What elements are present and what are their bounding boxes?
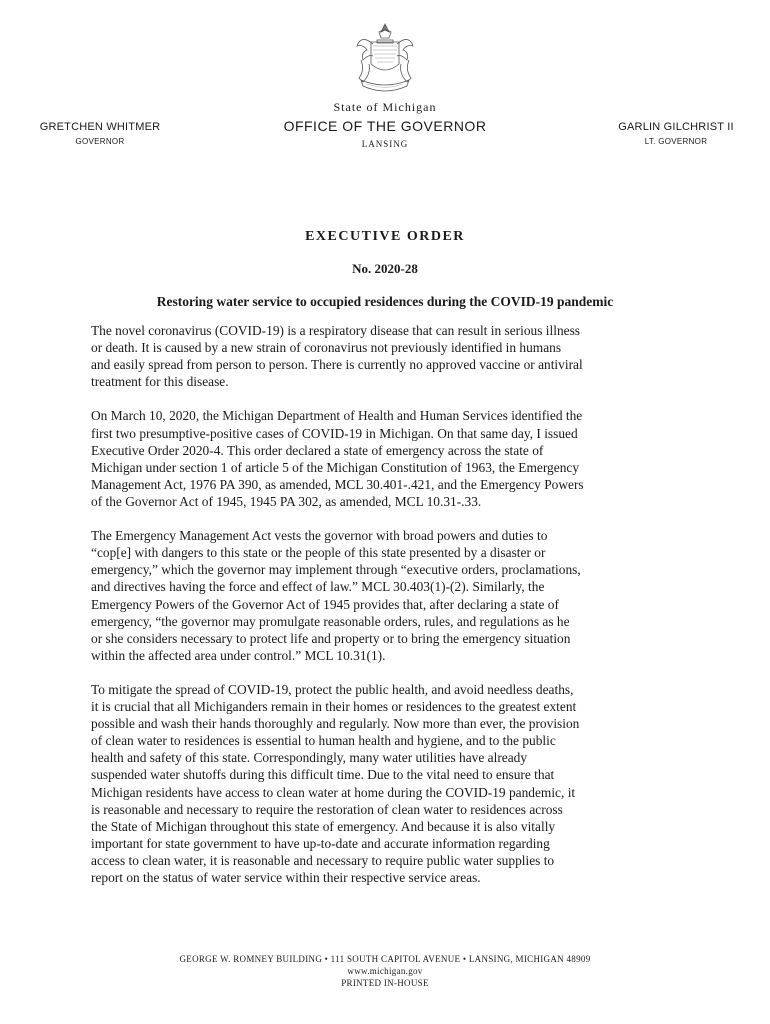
text-line: the State of Michigan throughout this state of emergency. And because it is also vitally — [91, 818, 556, 834]
text-line: emergency,” which the governor may implement through “executive orders, proclamations, — [91, 562, 581, 578]
text-line: To mitigate the spread of COVID-19, protect the public health, and avoid needless deaths, — [91, 681, 574, 697]
text-line: access to clean water, it is reasonable and necessary to require public water supplies to — [91, 852, 555, 868]
text-line: emergency, “the governor may promulgate reasonable orders, rules, and regulations as he — [91, 613, 570, 629]
text-line: within the affected area under control.” MCL 10.31(1). — [91, 647, 386, 663]
paragraph — [91, 527, 687, 664]
footer-address: GEORGE W. ROMNEY BUILDING • 111 SOUTH CAPITOL AVENUE • LANSING, MICHIGAN 48909 — [179, 954, 591, 964]
governor-name: GRETCHEN WHITMER — [39, 121, 161, 133]
text-line: important for state government to have up-to-date and accurate information regarding — [91, 835, 550, 851]
text-line: Emergency Powers of the Governor Act of 1945 provides that, after declaring a state of — [91, 596, 559, 612]
paragraph — [91, 322, 687, 390]
text-line: treatment for this disease. — [91, 374, 229, 390]
office-name: OFFICE OF THE GOVERNOR — [283, 118, 487, 134]
text-line: Michigan residents have access to clean water at home during the COVID-19 pandemic, it — [91, 784, 576, 800]
text-line: first two presumptive-positive cases of COVID-19 in Michigan. On that same day, I issued — [91, 425, 578, 441]
text-line: or death. It is caused by a new strain of coronavirus not previously identified in humans — [91, 340, 562, 356]
document-title: EXECUTIVE ORDER — [305, 229, 465, 244]
text-line: Executive Order 2020-4. This order declared a state of emergency across the state of — [91, 442, 544, 458]
order-number: No. 2020-28 — [352, 261, 418, 276]
footer — [0, 953, 770, 989]
text-line: Michigan under section 1 of article 5 of the Michigan Constitution of 1963, the Emergency — [91, 459, 580, 475]
paragraph — [91, 407, 687, 510]
michigan-seal-icon — [351, 20, 419, 98]
footer-website[interactable]: www.michigan.gov — [347, 966, 423, 976]
text-line: of clean water to residences is essential to human health and hygiene, and to the public — [91, 733, 556, 749]
text-line: possible and wash their hands thoroughly and regularly. Now more than ever, the provision — [91, 716, 580, 732]
text-line: is reasonable and necessary to require the restoration of clean water to residences across — [91, 801, 563, 817]
text-line: On March 10, 2020, the Michigan Department of Health and Human Services identified the — [91, 408, 583, 424]
order-subject: Restoring water service to occupied residences during the COVID-19 pandemic — [156, 294, 614, 309]
text-line: suspended water shutoffs during this difficult time. Due to the vital need to ensure that — [91, 767, 555, 783]
text-line: it is crucial that all Michiganders remain in their homes or residences to the greatest extent — [91, 699, 577, 715]
text-line: and easily spread from person to person. There is currently no approved vaccine or antiviral — [91, 357, 583, 373]
text-line: The novel coronavirus (COVID-19) is a respiratory disease that can result in serious illness — [91, 323, 581, 338]
text-line: report on the status of water service within their respective service areas. — [91, 870, 481, 885]
lt-governor-name: GARLIN GILCHRIST II — [618, 121, 734, 133]
paragraph — [91, 681, 687, 886]
text-line: The Emergency Management Act vests the governor with broad powers and duties to — [91, 528, 548, 544]
text-line: health and safety of this state. Correspondingly, many water utilities have already — [91, 750, 528, 766]
order-body — [91, 322, 687, 903]
governor-title: GOVERNOR — [75, 137, 125, 146]
city-name: LANSING — [361, 139, 409, 149]
text-line: “cop[e] with dangers to this state or the people of this state presented by a disaster or — [91, 545, 546, 561]
state-name: State of Michigan — [333, 100, 437, 114]
footer-note: PRINTED IN-HOUSE — [341, 978, 429, 988]
text-line: of the Governor Act of 1945, 1945 PA 302, as amended, MCL 10.31-.33. — [91, 493, 482, 509]
lt-governor-title: LT. GOVERNOR — [644, 137, 708, 146]
text-line: or she considers necessary to protect life and property or to bring the emergency situation — [91, 630, 571, 646]
text-line: Management Act, 1976 PA 390, as amended, MCL 30.401-.421, and the Emergency Powers — [91, 476, 584, 492]
text-line: and directives having the force and effect of law.” MCL 30.403(1)-(2). Similarly, the — [91, 579, 545, 595]
governor-block — [32, 121, 168, 146]
lt-governor-block — [614, 121, 738, 146]
